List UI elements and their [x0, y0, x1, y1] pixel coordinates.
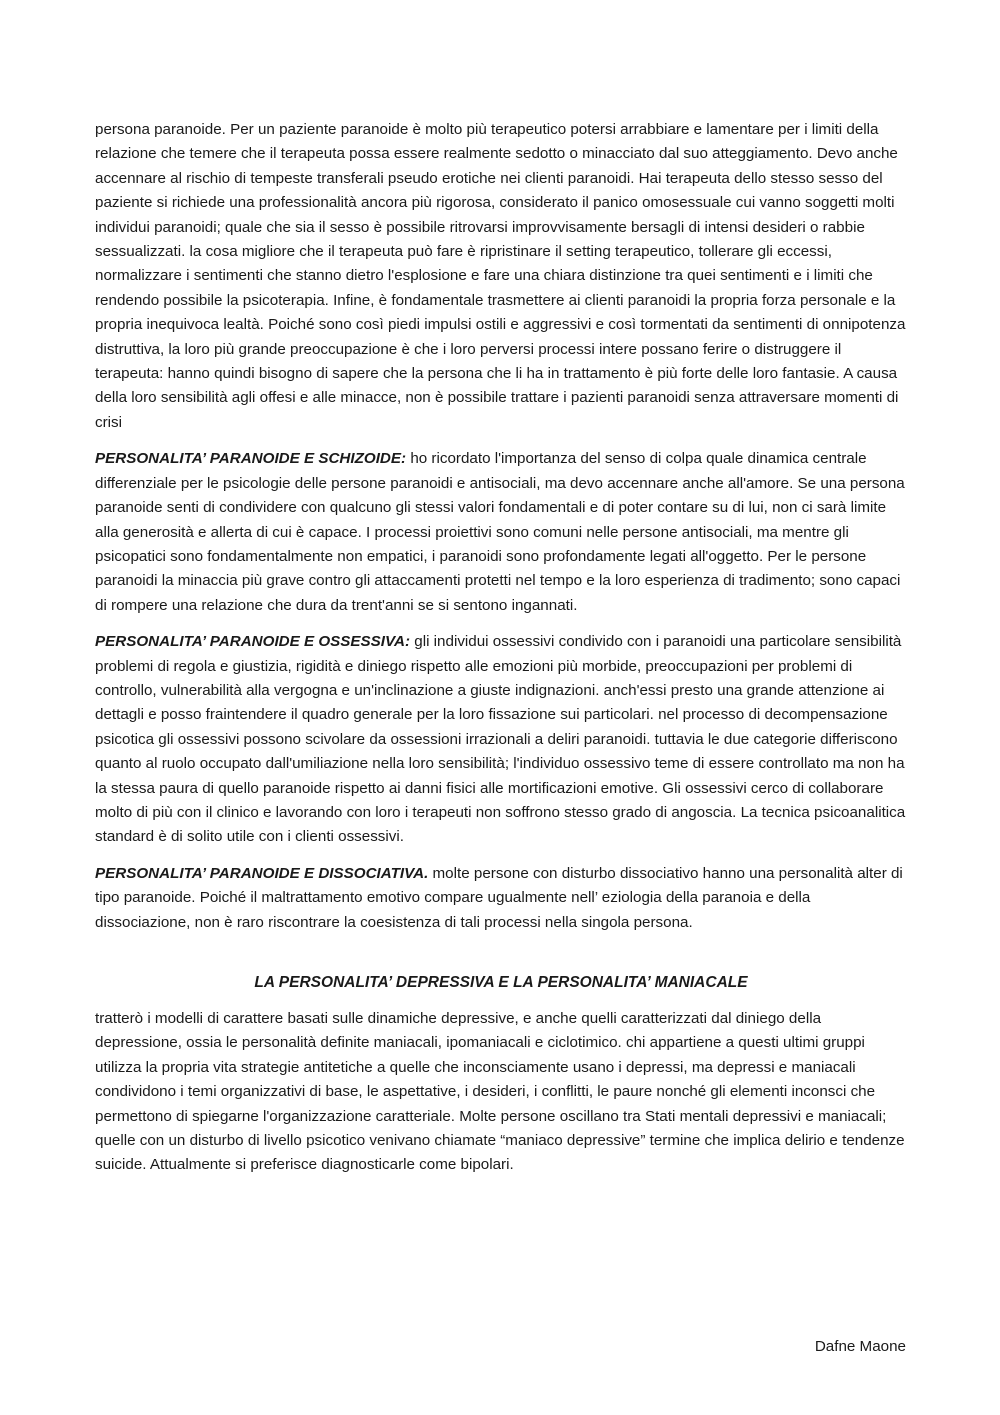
paragraph-heading: PERSONALITA’ PARANOIDE E DISSOCIATIVA.	[95, 864, 429, 882]
section-title: LA PERSONALITA’ DEPRESSIVA E LA PERSONALITA’ MANIACALE	[254, 974, 748, 991]
author-name: Dafne Maone	[814, 1338, 906, 1355]
paragraph-text: tratterò i modelli di carattere basati sulle dinamiche depressive, e anche quelli caratterizzati dal diniego della depressione, ossia le personalità definite maniacali, ipomaniacali e ciclotimico. chi appartiene a questi ultimi gruppi utilizza la propria vita strategie antitetiche a quelle che inconsciamente usano i depressi, ma depressi e maniacali condividono i temi organizzativi di base, le aspettative, i desideri, i conflitti, le paure nonché gli elementi inconsci che permettono di spiegarne l'organizzazione caratteriale. Molte persone oscillano tra Stati mentali depressivi e maniacali; quelle con un disturbo di livello psicotico venivano chiamate “maniaco depressive” termine che implica delirio e tendenze suicide. Attualmente si preferisce diagnosticarle come bipolari.	[95, 1010, 905, 1174]
paragraph-paranoid-dissociative	[95, 862, 907, 935]
paragraph-paranoid-schizoid	[95, 447, 907, 618]
paragraph-text: gli individui ossessivi condivido con i paranoidi una particolare sensibilità problemi di regola e giustizia, rigidità e diniego rispetto alle emozioni più morbide, preoccupazioni per problemi di controllo, vulnerabilità alla vergogna e un'inclinazione a giuste indignazioni. anch'essi presto una grande attenzione ai dettagli e posso fraintendere il quadro generale per la loro fissazione sui particolari. nel processo di decompensazione psicotica gli ossessivi possono scivolare da ossessioni irrazionali a deliri paranoidi. tuttavia le due categorie differiscono quanto al ruolo occupato dall'umiliazione nella loro sensibilità; l'individuo ossessivo teme di essere controllato ma non ha la stessa paura di quello paranoide rispetto ai danni fisici alle mortificazioni emotive. Gli ossessivi cerco di collaborare molto di più con il clinico e lavorando con loro i terapeuti non soffrono stesso grado di angoscia. La tecnica psicoanalitica standard è di solito utile con i clienti ossessivi.	[95, 633, 906, 846]
paragraph-paranoid-therapy	[95, 118, 907, 435]
paragraph-text: persona paranoide. Per un paziente paranoide è molto più terapeutico potersi arrabbiare e lamentare per i limiti della relazione che temere che il terapeuta possa essere realmente sedotto o minacciato dal suo atteggiamento. Devo anche accennare al rischio di tempeste transferali pseudo erotiche nei clienti paranoidi. Hai terapeuta dello stesso sesso del paziente si richiede una professionalità ancora più rigorosa, considerato il panico omosessuale cui vanno soggetti molti individui paranoidi; quale che sia il sesso è possibile ritrovarsi improvvisamente bersagli di intensi desideri o rabbie sessualizzati. la cosa migliore che il terapeuta può fare è ripristinare il setting terapeutico, tollerare gli eccessi, normalizzare i sentimenti che stanno dietro l'esplosione e fare una chiara distinzione tra quei sentimenti e i limiti che rendendo possibile la psicoterapia. Infine, è fondamentale trasmettere ai clienti paranoidi la propria forza personale e la propria inequivoca lealtà. Poiché sono così piedi impulsi ostili e aggressivi e così tormentati da sentimenti di onnipotenza distruttiva, la loro più grande preoccupazione è che i loro perversi processi intere possano ferire o distruggere il terapeuta: hanno quindi bisogno di sapere che la persona che li ha in trattamento è più forte delle loro fantasie. A causa della loro sensibilità agli offesi e alle minacce, non è possibile trattare i pazienti paranoidi senza attraversare momenti di crisi	[95, 121, 906, 431]
paragraph-depressive-manic	[95, 1007, 907, 1178]
paragraph-paranoid-obsessive	[95, 630, 907, 850]
paragraph-heading: PERSONALITA’ PARANOIDE E OSSESSIVA:	[95, 633, 411, 651]
paragraph-text: molte persone con disturbo dissociativo hanno una personalità alter di tipo paranoide. Poiché il maltrattamento emotivo compare ugualmente nell’ eziologia della paranoia e della dissociazione, non è raro riscontrare la coesistenza di tali processi nella singola persona.	[95, 864, 903, 931]
paragraph-heading: PERSONALITA’ PARANOIDE E SCHIZOIDE:	[95, 450, 407, 468]
paragraph-text: ho ricordato l'importanza del senso di colpa quale dinamica centrale differenziale per le psicologie delle persone paranoidi e antisociali, ma devo accennare anche all'amore. Se una persona paranoide senti di condividere con qualcuno gli stessi valori fondamentali e di poter contare su di lui, non ci sarà limite alla generosità e allerta di cui è capace. I processi proiettivi sono comuni nelle persone antisociali, ma mentre gli psicopatici sono fondamentalmente non empatici, i paranoidi sono profondamente legati all'oggetto. Per le persone paranoidi la minaccia più grave contro gli attaccamenti protetti nel tempo e la loro esperienza di tradimento; sono capaci di rompere una relazione che dura da trent'anni se si sentono ingannati.	[95, 450, 905, 614]
document-body	[95, 118, 907, 1190]
